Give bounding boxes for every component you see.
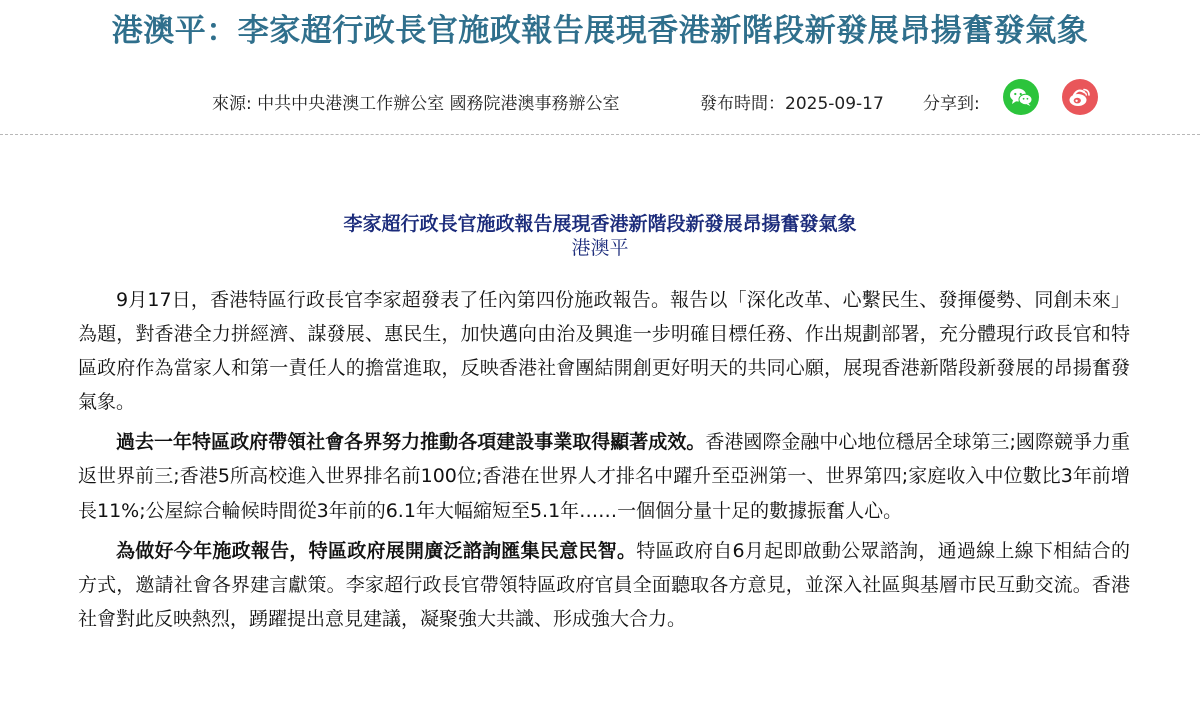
article-title: 李家超行政長官施政報告展現香港新階段新發展昂揚奮發氣象 xyxy=(343,212,857,235)
paragraph-3-lead: 為做好今年施政報告，特區政府展開廣泛諮詢匯集民意民智。 xyxy=(116,539,637,562)
wechat-icon xyxy=(1009,87,1033,107)
paragraph-2-text: 香港國際金融中心地位穩居全球第三;國際競爭力重返世界前三;香港5所高校進入世界排名前100位;香港在世界人才排名中躍升至亞洲第一、世界第四;家庭收入中位數比3年前增長11%;公屋綜合輪候時間從3年前的6.1年大幅縮短至5.1年……一個個分量十足的數據振奮人心。 xyxy=(78,431,1130,522)
publish-date: 發布時間：2025-09-17 xyxy=(700,94,884,114)
paragraph-3 xyxy=(78,534,1130,636)
paragraph-1 xyxy=(78,283,1130,419)
share-weibo-button[interactable] xyxy=(1062,79,1098,115)
page-title: 港澳平：李家超行政長官施政報告展現香港新階段新發展昂揚奮發氣象 xyxy=(111,13,1089,49)
paragraph-2 xyxy=(78,425,1130,527)
paragraph-3-text: 特區政府自6月起即啟動公眾諮詢，通過線上線下相結合的方式，邀請社會各界建言獻策。李家超行政長官帶領特區政府官員全面聽取各方意見，並深入社區與基層市民互動交流。香港社會對此反映熱烈，踴躍提出意見建議，凝聚強大共識、形成強大合力。 xyxy=(78,539,1130,630)
paragraph-1-text: 9月17日，香港特區行政長官李家超發表了任內第四份施政報告。報告以「深化改革、心繫民生、發揮優勢、同創未來」為題，對香港全力拼經濟、謀發展、惠民生，加快邁向由治及興進一步明確目標任務、作出規劃部署，充分體現行政長官和特區政府作為當家人和第一責任人的擔當進取，反映香港社會團結開創更好明天的共同心願，展現香港新階段新發展的昂揚奮發氣象。 xyxy=(78,289,1130,414)
paragraph-2-lead: 過去一年特區政府帶領社會各界努力推動各項建設事業取得顯著成效。 xyxy=(116,431,706,454)
article-body xyxy=(78,283,1130,642)
header-divider xyxy=(0,134,1200,135)
weibo-icon xyxy=(1068,86,1092,108)
source-label: 來源: 中共中央港澳工作辦公室 國務院港澳事務辦公室 xyxy=(212,94,620,114)
article-meta xyxy=(0,84,1200,114)
share-label: 分享到: xyxy=(923,94,980,114)
share-wechat-button[interactable] xyxy=(1003,79,1039,115)
article-author: 港澳平 xyxy=(571,237,629,259)
